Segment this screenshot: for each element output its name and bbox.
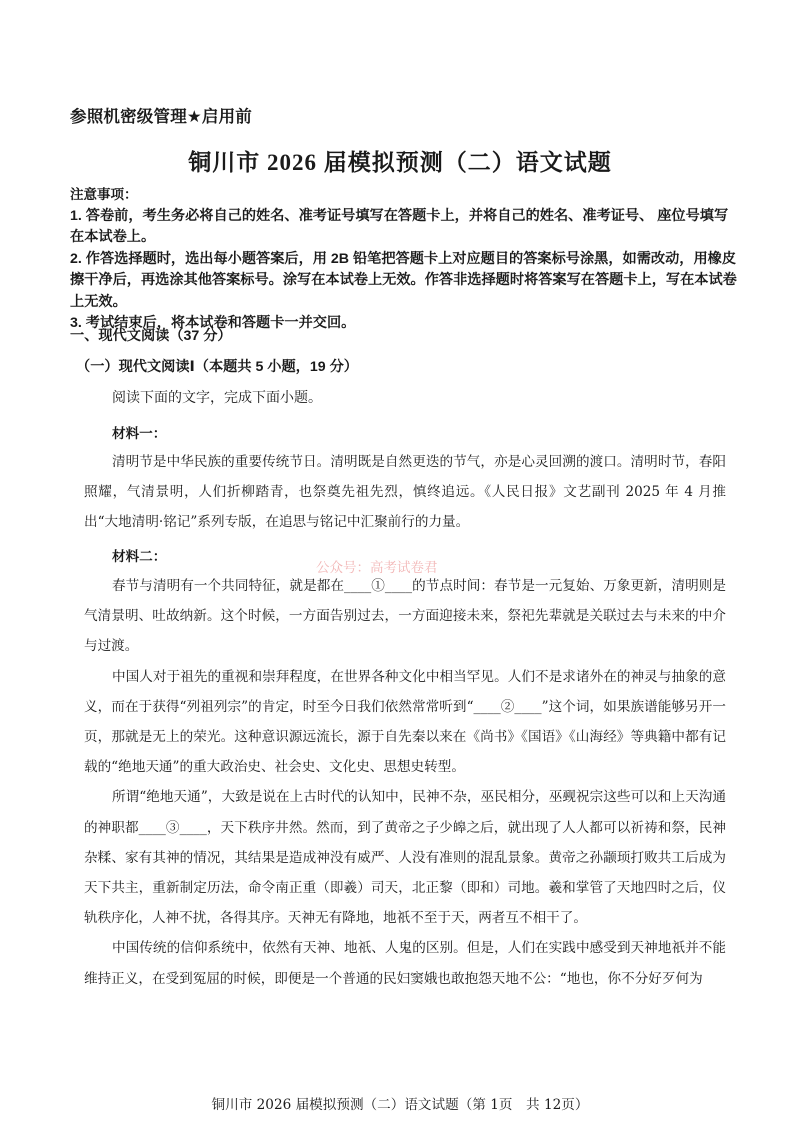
notice-item-3: 3. 考试结束后，将本试卷和答题卡一并交回。 <box>70 315 356 331</box>
watermark: 公众号：高考试卷君 <box>316 560 438 576</box>
notice-item-2: 2. 作答选择题时，选出每小题答案后，用 2B 铅笔把答题卡上对应题目的答案标号涂黑，如需改动，用橡皮擦干净后，再选涂其他答案标号。涂写在本试卷上无效。作答非选择题时将答案写在答题卡上，写在本试卷上无效。 <box>70 250 737 310</box>
material-2-paragraph-3: 所谓“绝地天通”，大致是说在上古时代的认知中，民神不杂，巫民相分，巫觋祝宗这些可以和上天沟通的神职都____③____，天下秩序井然。然而，到了黄帝之子少皞之后，就出现了人人都可以祈祷和祭，民神杂糅、家有其神的情况，其结果是造成神没有威严、人没有准则的混乱景象。黄帝之孙颛顼打败共工后成为天下共主，重新制定历法，命令南正重（即羲）司天，北正黎（即和）司地。羲和掌管了天地四时之后，仪轨秩序化，人神不扰，各得其序。天神无有降地，地祇不至于天，两者互不相干了。 <box>84 789 726 927</box>
material-2-paragraph-2: 中国人对于祖先的重视和崇拜程度，在世界各种文化中相当罕见。人们不是求诸外在的神灵与抽象的意义，而在于获得“列祖列宗”的肯定，时至今日我们依然常常听到“____②____”这个词，如果族谱能够另开一页，那就是无上的荣光。这种意识源远流长，源于自先秦以来在《尚书》《国语》《山海经》等典籍中都有记载的“绝地天通”的重大政治史、社会史、文化史、思想史转型。 <box>84 668 726 776</box>
reading-instruction: 阅读下面的文字，完成下面小题。 <box>112 390 322 406</box>
notice-block <box>70 184 740 335</box>
page-title: 铜川市 2026 届模拟预测（二）语文试题 <box>188 150 612 175</box>
notice-item-1: 1. 答卷前，考生务必将自己的姓名、准考证号填写在答题卡上，并将自己的姓名、准考证号、 座位号填写在本试卷上。 <box>70 207 729 245</box>
section-heading: 一、现代文阅读（37 分） <box>70 328 232 344</box>
subsection-heading: （一）现代文阅读Ⅰ（本题共 5 小题，19 分） <box>76 359 358 375</box>
material-1-paragraph: 清明节是中华民族的重要传统节日。清明既是自然更迭的节气，亦是心灵回溯的渡口。清明时节，春阳照耀，气清景明，人们折柳踏青，也祭奠先祖先烈，慎终追远。《人民日报》文艺副刊 2025 年 4 月推出“大地清明·铭记”系列专版，在追思与铭记中汇聚前行的力量。 <box>84 454 726 531</box>
confidentiality-label: 参照机密级管理★启用前 <box>70 108 252 126</box>
notice-title: 注意事项： <box>70 187 138 202</box>
material-2-text <box>84 571 726 994</box>
material-1-label: 材料一： <box>112 426 167 442</box>
material-2-label: 材料二： <box>112 549 167 565</box>
page-footer: 铜川市 2026 届模拟预测（二）语文试题（第 1页 共 12页） <box>211 1097 589 1113</box>
material-2-paragraph-4: 中国传统的信仰系统中，依然有天神、地祇、人鬼的区别。但是，人们在实践中感受到天神地祇并不能维持正义，在受到冤屈的时候，即便是一个普通的民妇窦娥也敢抱怨天地不公：“地也，你不分好歹何为 <box>84 940 726 987</box>
material-2-paragraph-1: 春节与清明有一个共同特征，就是都在____①____的节点时间：春节是一元复始、万象更新，清明则是气清景明、吐故纳新。这个时候，一方面告别过去，一方面迎接未来，祭祀先辈就是关联过去与未来的中介与过渡。 <box>84 578 726 655</box>
material-1-text <box>84 447 726 538</box>
